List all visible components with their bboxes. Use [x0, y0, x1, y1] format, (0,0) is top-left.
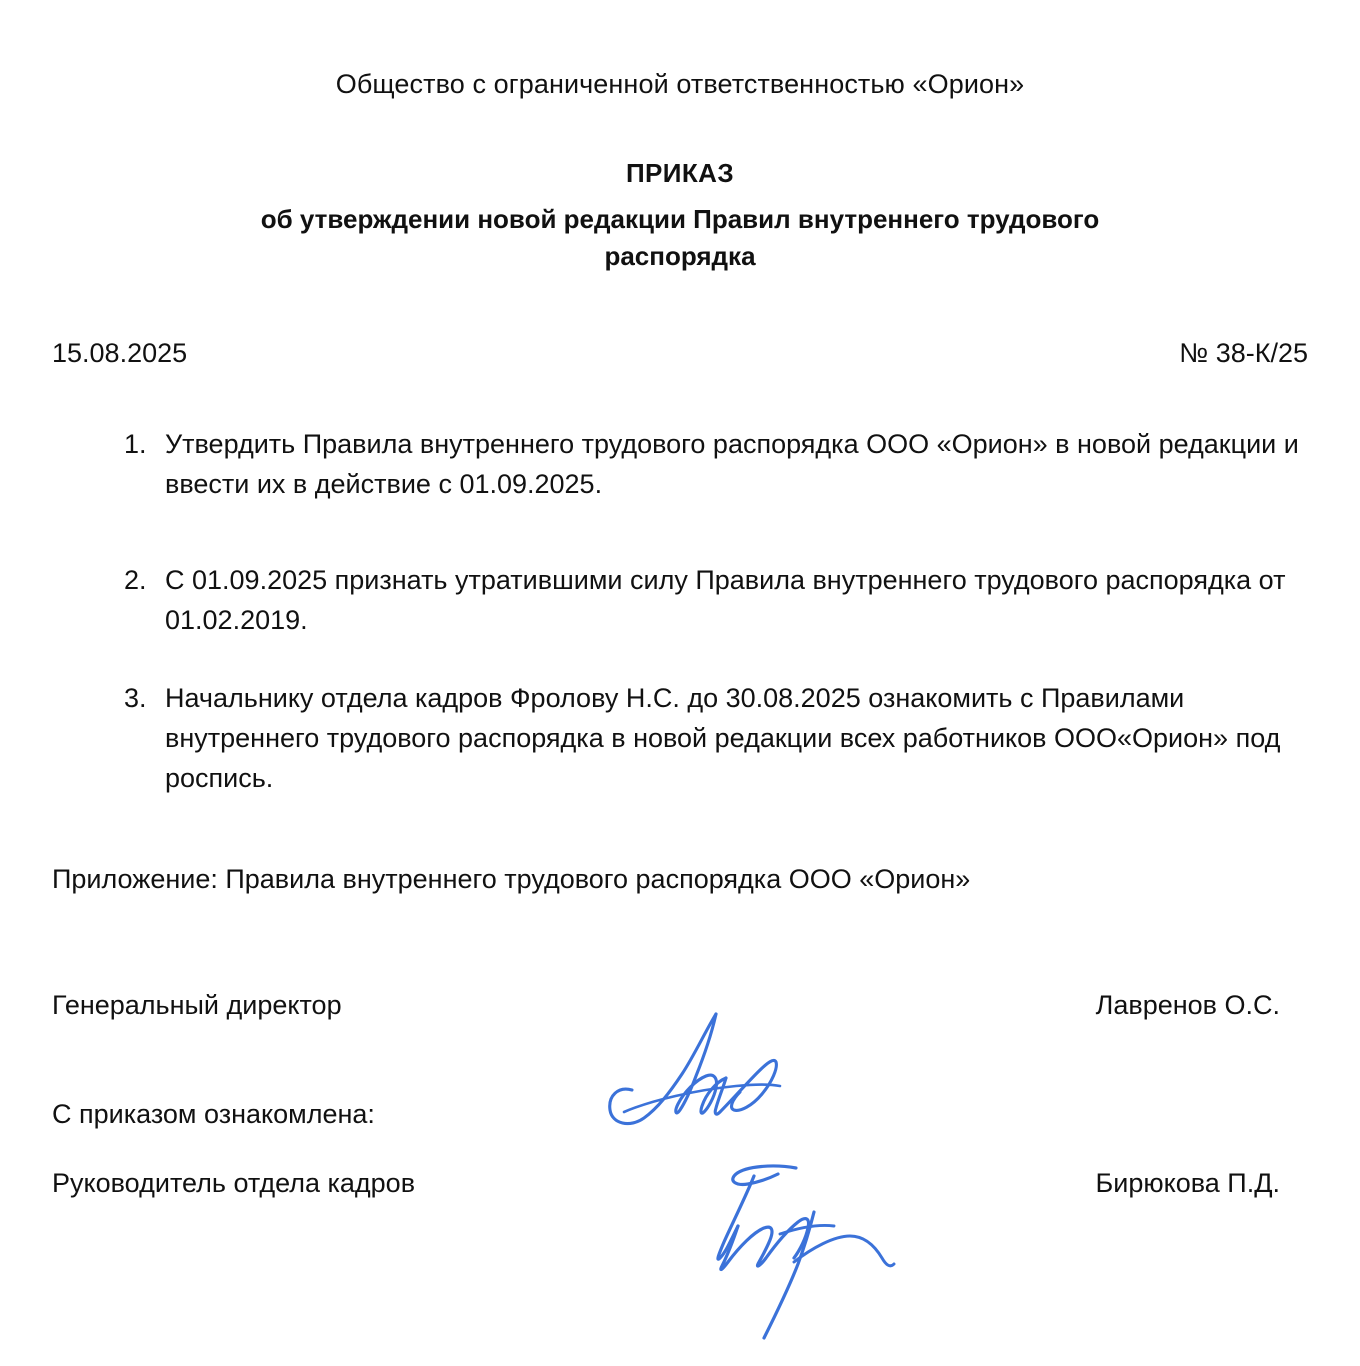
signer-name: Лавренов О.С. — [1095, 990, 1280, 1021]
document-subtitle: об утверждении новой редакции Правил внутреннего трудового распорядка — [260, 203, 1100, 272]
clause-text: Утвердить Правила внутреннего трудового распорядка ООО «Орион» в новой редакции и ввести их в действие с 01.09.2025. — [165, 428, 1299, 499]
appendix-line: Приложение: Правила внутреннего трудового распорядка ООО «Орион» — [52, 863, 971, 894]
signature-row-hr — [0, 1168, 1360, 1199]
signer-role: Руководитель отдела кадров — [52, 1168, 416, 1199]
clause-item — [124, 679, 1304, 799]
signature-area — [0, 990, 1360, 1199]
clause-number: 3. — [124, 682, 147, 713]
document-meta-row — [0, 338, 1360, 369]
clause-number: 1. — [124, 428, 147, 459]
clause-text: Начальнику отдела кадров Фролову Н.С. до 30.08.2025 ознакомить с Правилами внутреннего трудового распорядка в новой редакции всех работников ООО«Орион» под роспись. — [165, 682, 1281, 793]
document-date: 15.08.2025 — [52, 337, 188, 368]
clause-text: С 01.09.2025 признать утратившими силу Правила внутреннего трудового распорядка от 01.02.2019. — [165, 564, 1286, 635]
document-title-block — [0, 157, 1360, 276]
signer-name: Бирюкова П.Д. — [1095, 1168, 1280, 1199]
acknowledgement-label: С приказом ознакомлена: — [52, 1099, 375, 1130]
clause-item — [124, 425, 1304, 505]
signature-row-director — [0, 990, 1360, 1021]
organization-header: Общество с ограниченной ответственностью «Орион» — [335, 69, 1025, 99]
page-title: ПРИКАЗ — [625, 157, 735, 188]
document-number: № 38-К/25 — [1179, 337, 1308, 368]
clause-list — [0, 425, 1360, 799]
clause-item — [124, 561, 1304, 641]
signer-role: Генеральный директор — [52, 990, 342, 1021]
clause-number: 2. — [124, 564, 147, 595]
